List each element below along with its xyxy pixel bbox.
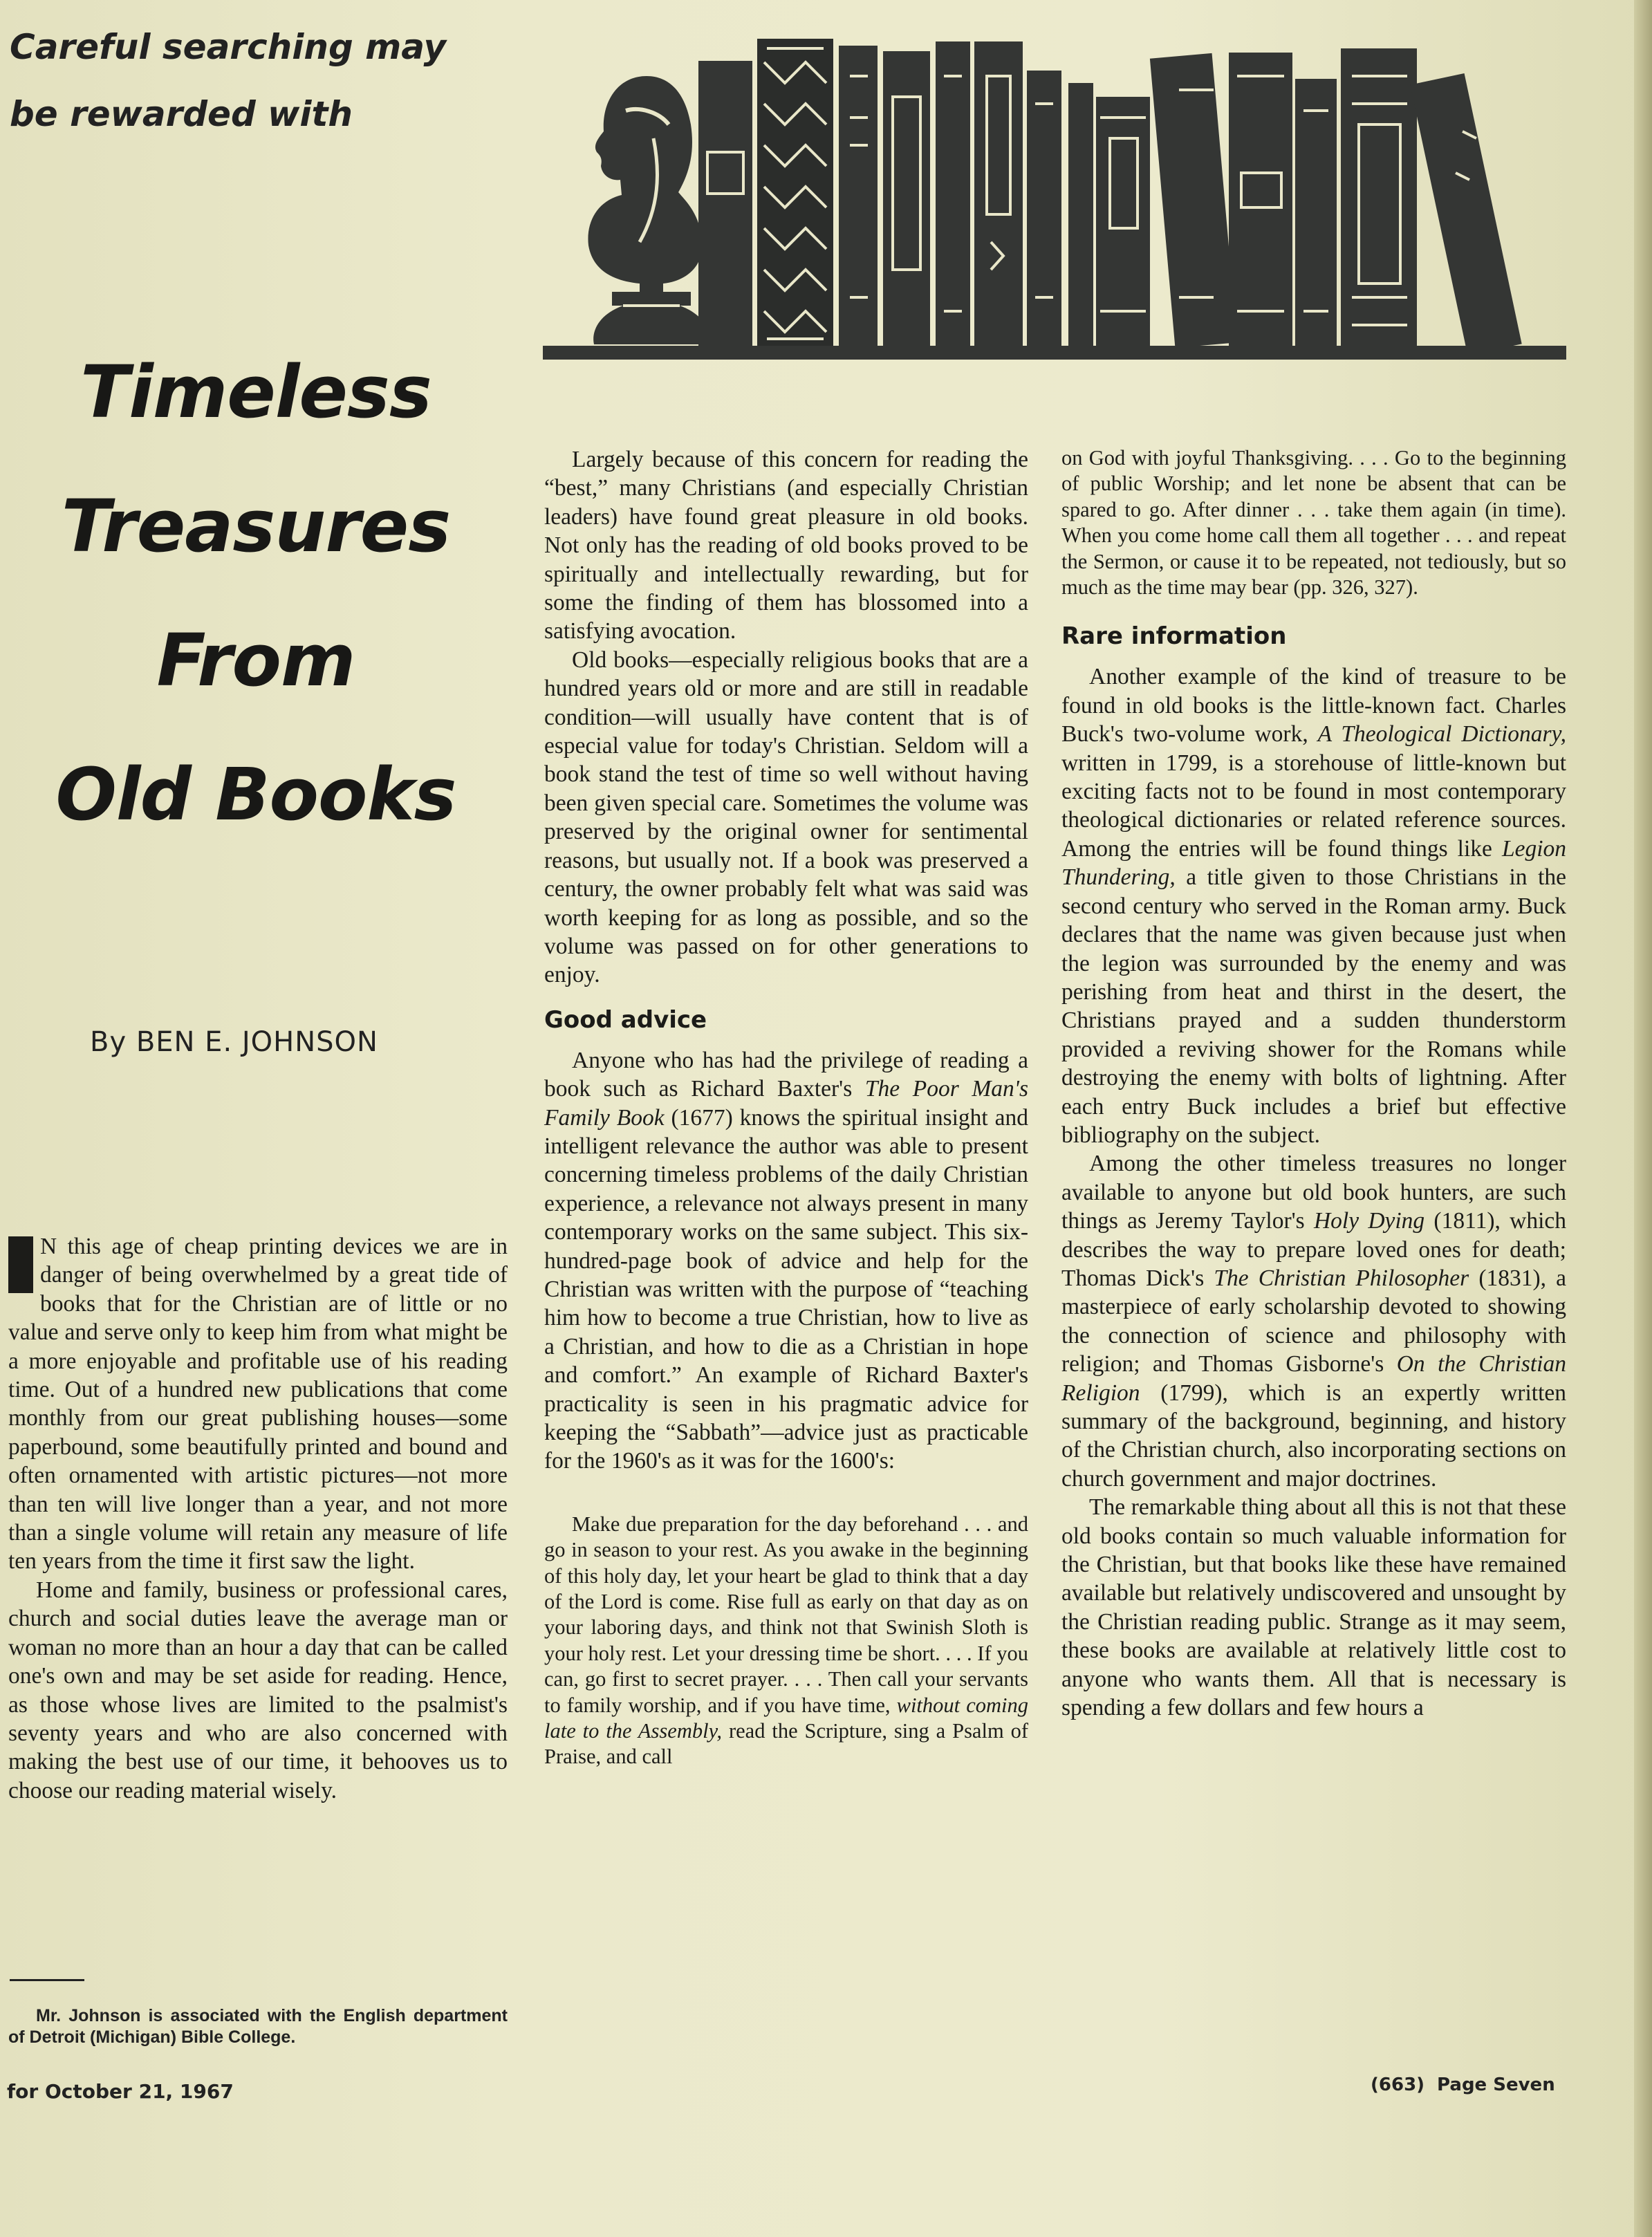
book-title: The Poor Man's Family Book xyxy=(544,1076,1028,1131)
kicker-line-2: be rewarded with xyxy=(10,94,353,134)
book-spine-5 xyxy=(936,41,970,346)
title-line-3: From xyxy=(156,618,355,703)
title-line-4: Old Books xyxy=(55,752,456,837)
kicker xyxy=(10,14,452,148)
book-spine-8 xyxy=(1068,83,1093,346)
book-spine-6 xyxy=(974,41,1023,346)
text-run: Another example of the kind of treasure to be found in old books is the little-known fact. Charles Buck's two-volume work, xyxy=(1061,664,1566,748)
text-run: (1799), which is an expertly written summary of the background, beginning, and history of the Christian church, also incorporating sections on church government and major doctrines. xyxy=(1061,1380,1566,1492)
column-2-p2: Old books—especially religious books that are a hundred years old or more and are still in readable condition—will usually have content that is of especial value for today's Christian. Seldom will a book stand the test of time so well without having been given special care. Sometimes the volume was preserved by the original owner for sentimental reasons, but usually not. If a book was preserved a century, the owner probably felt what was said was worth keeping for as long as possible, and so the volume was passed on for other generations to enjoy. xyxy=(544,647,1028,988)
book-title: The Christian Philosopher xyxy=(1214,1265,1469,1291)
book-spine-7 xyxy=(1027,71,1061,346)
book-spine-1 xyxy=(698,61,752,346)
text-run: Among the other timeless treasures no longer available to anyone but old book hunters, are such things as Jeremy Taylor's xyxy=(1061,1151,1566,1234)
paragraph xyxy=(8,1232,508,1576)
text-run: a title given to those Christians in the second century who served in the Roman army. Buck declares that the name was given because just when the legion was surrounded by the enemy and was perishing from heat and thirst in the desert, the Christians prayed and a sudden thunderstorm provided a reviving shower for the Romans while destroying the enemy with bolts of lightning. After each entry Buck includes a brief but effective bibliography on the subject. xyxy=(1061,864,1566,1148)
book-spine-10 xyxy=(1150,53,1237,348)
text-run: (1831), a masterpiece of early scholarship devoted to showing the connection of science and philosophy with religion; and Thomas Gisborne's xyxy=(1061,1265,1566,1377)
bust-icon xyxy=(588,76,709,344)
column-2 xyxy=(544,445,1028,1770)
column-1 xyxy=(8,1232,508,1805)
text-run: (1677) knows the spiritual insight and intelligent relevance the author was able to present concerning timeless problems of the daily Christian experience, a relevance not always present in many contemporary works on the same subject. This six-hundred-page book of advice and help for the Christian was written with the purpose of “teaching him how to become a true Christian, how to live as a Christian, and how to die as a Christian in hope and comfort.” An example of Richard Baxter's practicality is seen in his pragmatic advice for keeping the “Sabbath”—advice just as practicable for the 1960's as it was for the 1600's: xyxy=(544,1104,1028,1474)
column-3-p3: The remarkable thing about all this is not that these old books contain so much valuable information for the Christian, but that books like these have remained available but relatively undiscovered and unsought by the Christian reading public. Strange as it may seem, these books are available at relatively little cost to anyone who wants them. All that is necessary is spending a few dollars and few hours a xyxy=(1061,1494,1566,1721)
column-3 xyxy=(1061,445,1566,1722)
quote-paragraph xyxy=(544,1512,1028,1770)
entry-title: Legion Thundering, xyxy=(1061,835,1566,891)
column-3-p2 xyxy=(1061,1149,1566,1493)
article-title xyxy=(28,325,484,862)
page-number xyxy=(1371,2074,1555,2095)
text-run: read the Scripture, sing a Psalm of Praise, and call xyxy=(544,1719,1028,1769)
text-run: written in 1799, is a storehouse of little-known but exciting facts not to be found in most contemporary theological dictionaries or related reference sources. Among the entries will be found things like xyxy=(1061,750,1566,862)
text-run: Anyone who has had the privilege of reading a book such as Richard Baxter's xyxy=(544,1047,1028,1102)
book-spine-9 xyxy=(1096,97,1150,346)
book-title: Holy Dying xyxy=(1313,1208,1425,1234)
book-spine-11 xyxy=(1229,53,1292,346)
title-line-2: Treasures xyxy=(61,484,451,568)
book-spine-3 xyxy=(839,46,878,346)
bookshelf-illustration xyxy=(543,35,1566,373)
column-1-p2: Home and family, business or professional cares, church and social duties leave the average man or woman no more than an hour a day that can be called one's own and may be set aside for reading. Hence, as those whose lives are limited to the psalmist's seventy years and who are also concerned with making the best use of our time, it behooves us to choose our reading material wisely. xyxy=(8,1577,508,1803)
footnote-rule xyxy=(10,1979,84,1981)
block-quote xyxy=(544,1512,1028,1770)
column-2-p1: Largely because of this concern for reading the “best,” many Christians (and especially Christian leaders) have found great pleasure in old books. Not only has the reading of old books proved to be spiritually and intellectually rewarding, but for some the finding of them has blossomed into a satisfying avocation. xyxy=(544,447,1028,644)
column-1-p1: N this age of cheap printing devices we are in danger of being overwhelmed by a great tide of books that for the Christian are of little or no value and serve only to keep him from what might be a more enjoyable and profitable use of his reading time. Out of a hundred new publications that come monthly from our great publishing houses—some paperbound, some beautifully printed and bound and often ornamented with artistic pictures—not more than ten will live longer than a year, and not more than a single volume will retain any measure of life ten years from the time it first saw the light. xyxy=(8,1234,508,1575)
text-run: Make due preparation for the day beforehand . . . and go in season to your rest. As you awake in the beginning of this holy day, let your heart be glad to think that a day of the Lord is come. Rise full as early on that day as on your laboring days, and think not that Swinish Sloth is your holy rest. Let your dressing time be short. . . . If you can, go first to secret prayer. . . . Then call your servants to family worship, and if you have time, xyxy=(544,1512,1028,1717)
book-spine-4 xyxy=(883,51,930,346)
column-3-p1 xyxy=(1061,662,1566,1149)
folio-number: (663) xyxy=(1371,2074,1425,2095)
column-2-p3 xyxy=(544,1046,1028,1476)
emphasis: without coming late to the Assembly, xyxy=(544,1693,1028,1743)
page-edge xyxy=(1634,0,1652,2237)
block-quote-continued xyxy=(1061,445,1566,600)
subheading-rare-information: Rare information xyxy=(1061,622,1287,651)
text-run: (1811), which describes the way to prepare loved ones for death; Thomas Dick's xyxy=(1061,1208,1566,1291)
drop-cap-icon xyxy=(8,1236,33,1293)
book-spine-13 xyxy=(1341,48,1417,346)
quote-continued: on God with joyful Thanksgiving. . . . Go to the beginning of public Worship; and let none be absent that can be spared to go. After dinner . . . take them again (in time). When you come home call them all together . . . and repeat the Sermon, or cause it to be repeated, not tediously, but so much as the time may bear (pp. 326, 327). xyxy=(1061,446,1566,600)
book-title: A Theological Dictionary, xyxy=(1317,721,1566,748)
page-label: Page Seven xyxy=(1437,2074,1555,2095)
book-title: On the Christian Religion xyxy=(1061,1351,1566,1406)
footnote: Mr. Johnson is associated with the English department of Detroit (Michigan) Bible College. xyxy=(8,2006,508,2047)
kicker-line-1: Careful searching may xyxy=(10,27,447,67)
byline: By BEN E. JOHNSON xyxy=(90,1026,378,1058)
issue-date: for October 21, 1967 xyxy=(7,2080,234,2103)
book-spine-12 xyxy=(1295,79,1337,346)
book-spine-14 xyxy=(1410,73,1521,355)
shelf xyxy=(543,346,1566,360)
subheading-good-advice: Good advice xyxy=(544,1005,707,1034)
title-line-1: Timeless xyxy=(80,350,431,434)
